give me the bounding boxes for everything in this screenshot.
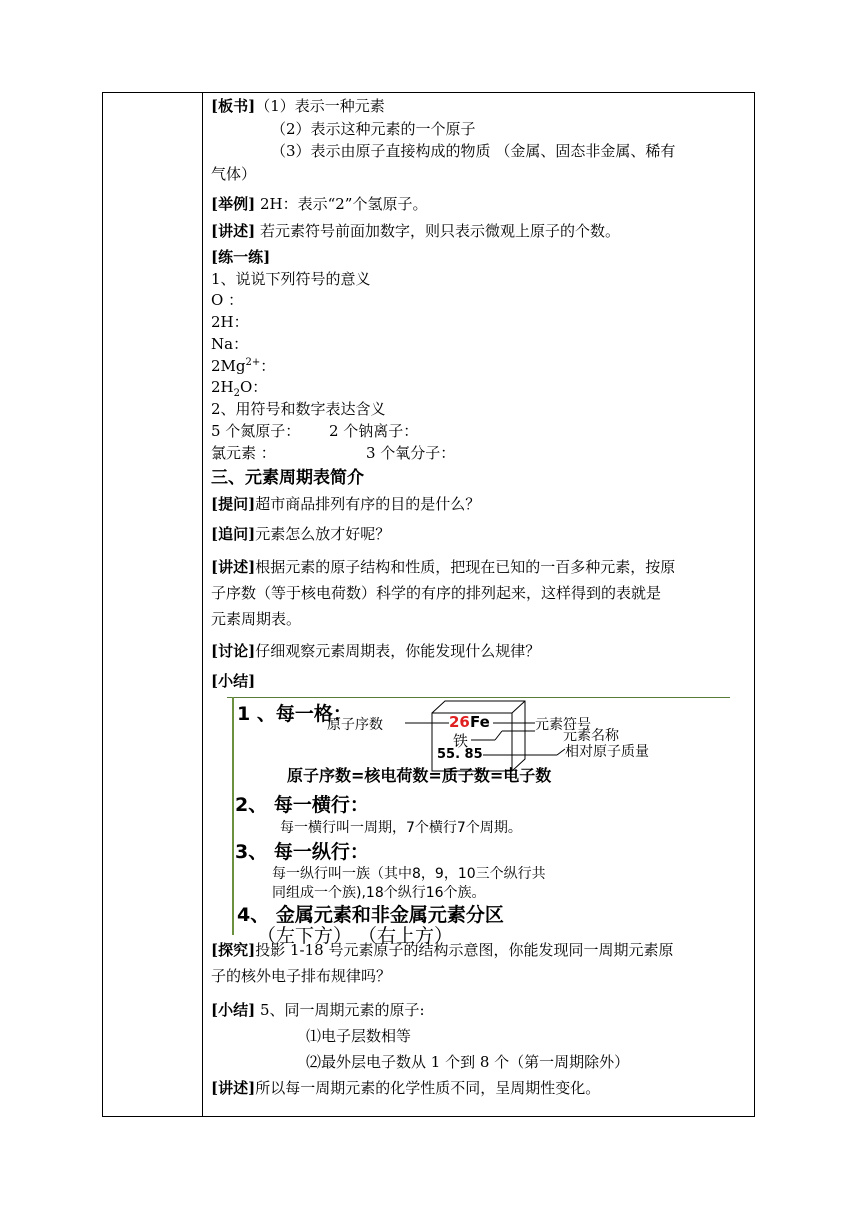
practice-mg: $2Mg^{2+}$：: [211, 356, 276, 375]
explain-line-1: [讲述] 若元素符号前面加数字，则只表示微观上原子的个数。: [211, 221, 620, 240]
summary1-line: [小结]: [211, 672, 256, 691]
periodic-table-summary-figure: [227, 697, 730, 947]
figure-point-1: 1 、每一格：: [237, 702, 352, 725]
symbol-label: 元素符号: [535, 716, 591, 733]
column-divider: [202, 93, 203, 1116]
practice-h2o: $2H_2O$：: [211, 378, 268, 400]
explain2-line-2: 子序数（等于核电荷数）科学的有序的排列起来，这样得到的表就是: [211, 583, 662, 602]
summary2-item-1: ⑴电子层数相等: [306, 1026, 412, 1045]
followup-line: [追问]元素怎么放才好呢？: [211, 525, 391, 544]
explain-tag: [讲述]: [211, 221, 256, 240]
blackboard-line-4: 气体）: [211, 164, 257, 183]
atomic-number: 26: [449, 712, 470, 731]
blackboard-line-3: （3）表示由原子直接构成的物质 （金属、固态非金属、稀有: [271, 142, 676, 160]
ask-line: [提问]超市商品排列有序的目的是什么？: [211, 494, 481, 513]
lesson-table: [102, 92, 755, 1117]
figure-point-4-text: （左下方） （右上方）: [257, 924, 454, 947]
section-heading: 三、元素周期表简介: [211, 467, 364, 488]
blackboard-line-1: [板书]（1）表示一种元素: [211, 97, 385, 115]
explore-line-2: 子的核外电子排布规律吗？: [211, 966, 392, 985]
example-tag: [举例]: [211, 195, 256, 213]
blackboard-line-2: （2）表示这种元素的一个原子: [271, 119, 476, 138]
practice-o: O ：: [211, 291, 244, 310]
explain3-line: [讲述]所以每一周期元素的化学性质不同，呈周期性变化。: [211, 1078, 601, 1097]
explain2-line-3: 元素周期表。: [211, 609, 302, 628]
figure-point-2: 2、 每一横行：: [235, 793, 369, 816]
practice-q1: 1、说说下列符号的意义: [211, 269, 371, 288]
example-line: [举例] 2H：表示“2”个氢原子。: [211, 195, 428, 213]
figure-point-3-text-2: 同组成一个族),18个纵行16个族。: [272, 884, 486, 901]
practice-row-2: 氯元素 ： 3 个氧分子：: [211, 443, 456, 462]
discuss-line: [讨论]仔细观察元素周期表，你能发现什么规律？: [211, 641, 541, 660]
practice-2h: 2H：: [211, 313, 249, 332]
explain2-line-1: [讲述]根据元素的原子结构和性质，把现在已知的一百多种元素，按原: [211, 557, 676, 576]
atomic-mass: 55. 85: [437, 746, 483, 762]
summary2-item-2: ⑵最外层电子数从 1 个到 8 个（第一周期除外）: [306, 1052, 630, 1071]
practice-q2: 2、用符号和数字表达含义: [211, 400, 386, 419]
practice-row-1: 5 个氮原子： 2 个钠离子：: [211, 422, 419, 441]
mass-label: 相对原子质量: [565, 743, 649, 760]
practice-heading: [练一练]: [211, 248, 271, 266]
blackboard-tag: [板书]: [211, 97, 256, 115]
atomic-number-label: 原子序数: [327, 716, 383, 733]
element-name: 铁: [453, 731, 469, 750]
figure-point-4: 4、 金属元素和非金属元素分区: [237, 903, 504, 926]
figure-point-3: 3、 每一纵行：: [235, 840, 369, 863]
summary2-line: [小结] 5、同一周期元素的原子:: [211, 1000, 425, 1019]
figure-equation: 原子序数=核电荷数=质子数=电子数: [287, 765, 552, 785]
figure-point-2-text: 每一横行叫一周期，7个横行7个周期。: [280, 819, 522, 836]
explore-line-1: [探究]投影 1-18 号元素原子的结构示意图，你能发现同一周期元素原: [211, 940, 674, 959]
practice-na: Na：: [211, 334, 249, 353]
name-label: 元素名称: [563, 727, 619, 744]
element-symbol: Fe: [470, 712, 490, 731]
lesson-content: [211, 95, 749, 1101]
figure-point-3-text-1: 每一纵行叫一族（其中8，9，10三个纵行共: [272, 865, 546, 882]
